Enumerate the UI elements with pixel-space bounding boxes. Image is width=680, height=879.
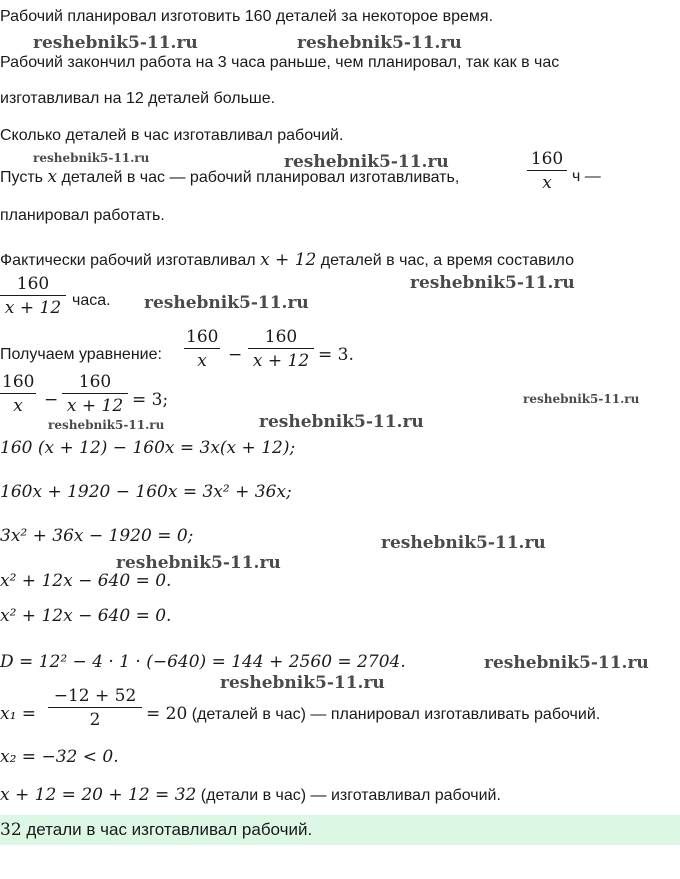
eq2-fraction-2: [62, 371, 128, 418]
watermark: reshebnik5-11.ru: [144, 293, 309, 313]
problem-line-2: Рабочий закончил работа на 3 часа раньше, чем планировал, так как в час: [0, 54, 560, 71]
final-expr: x + 12 = 20 + 12 = 32: [0, 785, 197, 805]
fraction-denominator: x + 12: [66, 396, 124, 416]
fraction-numerator: 160: [78, 372, 112, 392]
step-1: 160 (x + 12) − 160x = 3x(x + 12);: [0, 438, 296, 458]
x1-text: (деталей в час) — планировал изготавливать рабочий.: [191, 706, 601, 723]
discriminant: D = 12² − 4 · 1 · (−640) = 144 + 2560 = 2704.: [0, 652, 406, 672]
fact-text-a: Фактически рабочий изготавливал: [0, 252, 256, 269]
x1-lhs: x₁ =: [0, 704, 37, 724]
minus-sign: −: [44, 390, 59, 410]
fact-line: [0, 249, 574, 272]
answer-number: 32: [0, 820, 22, 840]
watermark: reshebnik5-11.ru: [116, 553, 281, 573]
fraction-numerator: 160: [264, 327, 298, 347]
hours-word: часа.: [72, 292, 111, 309]
step-3: 3x² + 36x − 1920 = 0;: [0, 526, 194, 546]
equation-label: Получаем уравнение:: [0, 346, 162, 363]
watermark: reshebnik5-11.ru: [259, 412, 424, 432]
problem-line-3: изготавливал на 12 деталей больше.: [0, 90, 276, 107]
watermark: reshebnik5-11.ru: [523, 392, 640, 406]
fraction-numerator: 160: [530, 149, 564, 169]
eq-fraction-1: [184, 326, 220, 373]
fraction-denominator: x: [13, 396, 23, 416]
x2-line: x₂ = −32 < 0.: [0, 747, 119, 767]
watermark: reshebnik5-11.ru: [484, 653, 649, 673]
equation-rhs: = 3;: [132, 390, 169, 410]
fact-fraction: [0, 273, 66, 320]
fraction-numerator: 160: [186, 327, 219, 347]
watermark: reshebnik5-11.ru: [284, 152, 449, 172]
x1-result: [146, 703, 600, 726]
watermark: reshebnik5-11.ru: [410, 273, 575, 293]
fact-expr: x + 12: [260, 250, 317, 270]
fraction-numerator: −12 + 52: [53, 686, 137, 706]
watermark: reshebnik5-11.ru: [220, 673, 385, 693]
watermark: reshebnik5-11.ru: [33, 33, 198, 53]
minus-sign: −: [228, 345, 243, 365]
watermark: reshebnik5-11.ru: [297, 33, 462, 53]
fact-text-b: деталей в час, а время составило: [320, 252, 574, 269]
let-text-b: деталей в час — рабочий планировал изготавливать,: [61, 169, 460, 186]
step-4: x² + 12x − 640 = 0.: [0, 571, 172, 591]
step-5: x² + 12x − 640 = 0.: [0, 606, 172, 626]
problem-question: Сколько деталей в час изготавливал рабочий.: [0, 127, 344, 144]
x1-rhs: = 20: [146, 704, 188, 724]
watermark: reshebnik5-11.ru: [48, 418, 165, 432]
fraction-denominator: 2: [89, 710, 101, 730]
fraction-numerator: 160: [16, 274, 50, 294]
watermark: reshebnik5-11.ru: [33, 151, 150, 165]
x1-fraction: [48, 685, 142, 732]
unit-hours: ч —: [572, 168, 601, 185]
equation-rhs: = 3.: [318, 345, 354, 365]
fraction-denominator: x: [197, 351, 207, 371]
fraction-denominator: x + 12: [4, 298, 62, 318]
let-text-a: Пусть: [0, 169, 43, 186]
final-line: [0, 784, 501, 807]
final-text: (детали в час) — изготавливал рабочий.: [200, 787, 501, 804]
problem-line-1: Рабочий планировал изготовить 160 деталей за некоторое время.: [0, 8, 494, 25]
watermark: reshebnik5-11.ru: [381, 533, 546, 553]
step-2: 160x + 1920 − 160x = 3x² + 36x;: [0, 482, 292, 502]
fraction-denominator: x + 12: [252, 351, 310, 371]
planned-rate-fraction: [527, 148, 567, 195]
fraction-denominator: x: [542, 173, 552, 193]
planned-work: планировал работать.: [0, 207, 165, 224]
answer-box: [0, 815, 680, 845]
answer-text: детали в час изготавливал рабочий.: [26, 820, 313, 839]
fraction-numerator: 160: [2, 372, 35, 392]
let-var: x: [47, 167, 58, 187]
answer-line: [0, 819, 312, 841]
eq2-fraction-1: [0, 371, 36, 418]
eq-fraction-2: [248, 326, 314, 373]
